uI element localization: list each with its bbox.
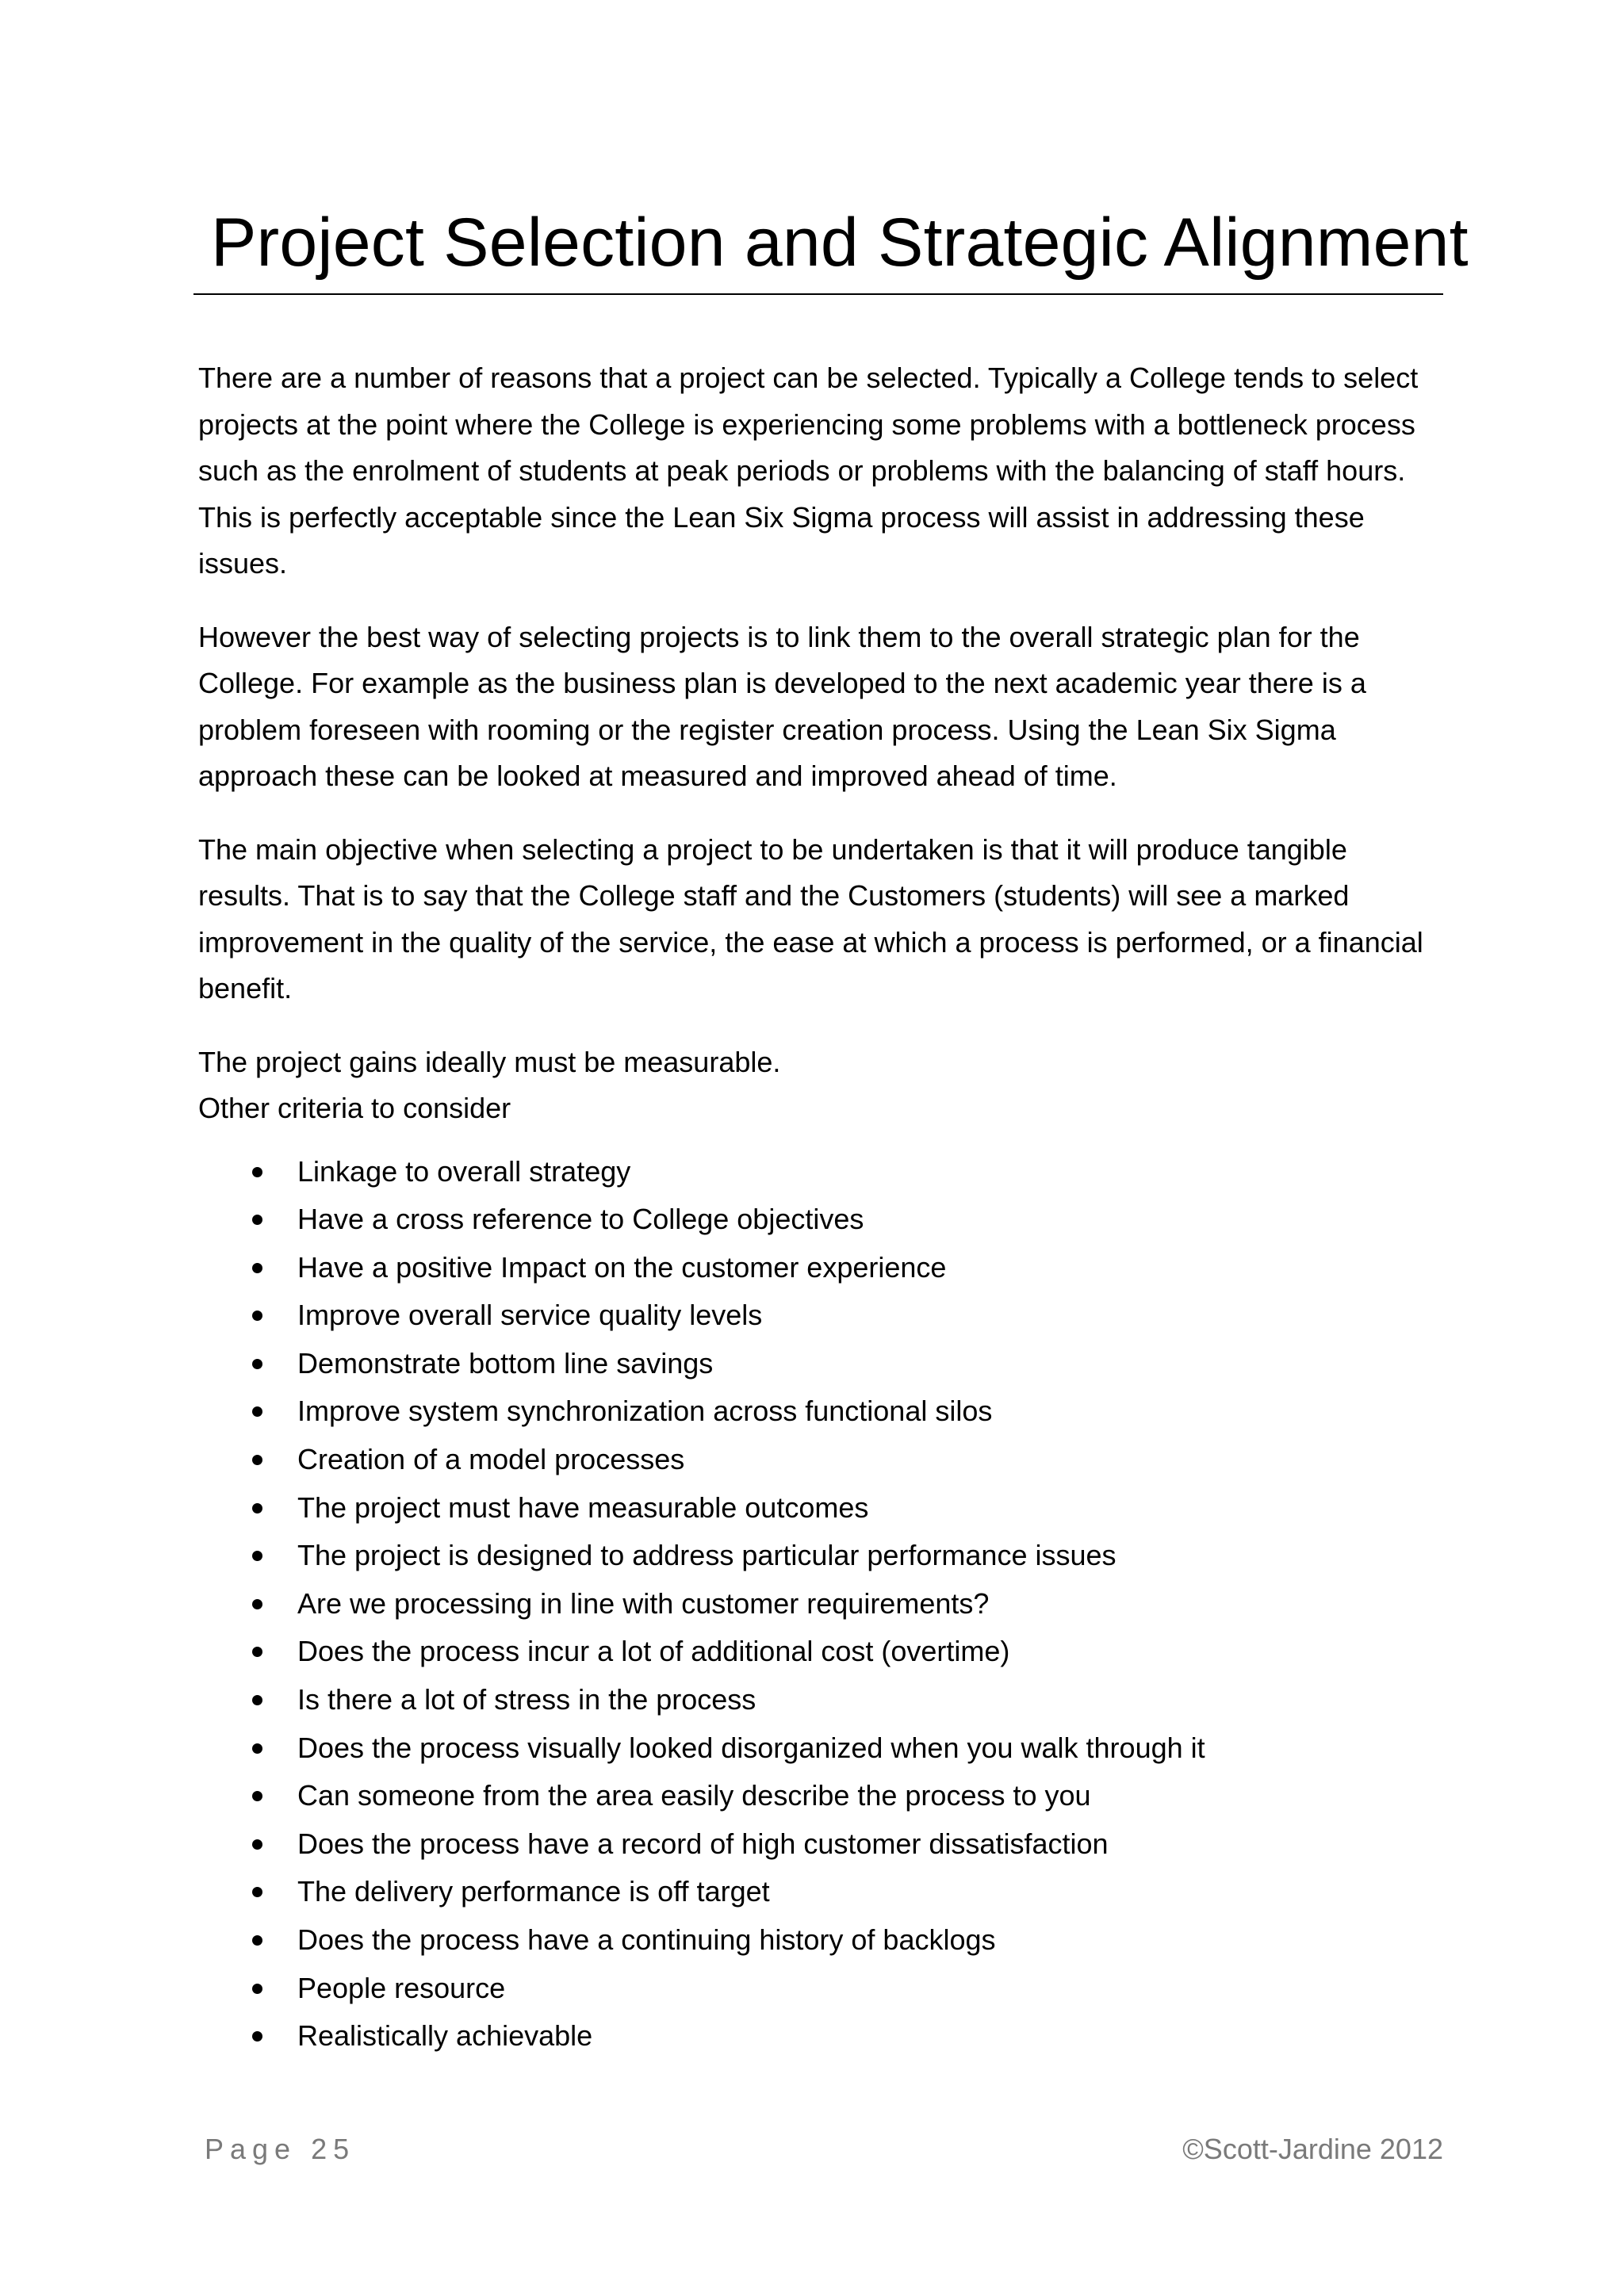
criteria-list	[198, 1148, 1443, 2061]
list-item-text: Improve overall service quality levels	[297, 1299, 763, 1332]
bullet-icon	[252, 1263, 262, 1273]
list-item	[198, 1580, 1443, 1628]
bullet-icon	[252, 1215, 262, 1225]
bullet-icon	[252, 1551, 262, 1561]
bullet-icon	[252, 1359, 262, 1369]
list-item-text: Are we processing in line with customer requirements?	[297, 1586, 990, 1620]
list-item	[198, 1148, 1443, 1196]
list-item-text: Can someone from the area easily describe the process to you	[297, 1779, 1091, 1812]
paragraph-main-objective: The main objective when selecting a project to be undertaken is that it will produce tangible results. That is to say that the College staff and the Customers (students) will see a marked improvement in the quality of the service, the ease at which a process is performed, or a financial benefit.	[198, 832, 1423, 1004]
bullet-icon	[252, 1599, 262, 1609]
list-item	[198, 1244, 1443, 1292]
copyright-notice: ©Scott-Jardine 2012	[1182, 2133, 1443, 2165]
criteria-intro: Other criteria to consider	[198, 1092, 511, 1124]
bullet-icon	[252, 1695, 262, 1705]
list-item-text: Realistically achievable	[297, 2019, 593, 2053]
list-item	[198, 1628, 1443, 1676]
page-title: Project Selection and Strategic Alignment	[211, 205, 1469, 281]
list-item	[198, 1387, 1443, 1436]
list-item-text: Does the process have a continuing history of backlogs	[297, 1923, 996, 1956]
list-item	[198, 1965, 1443, 2013]
list-item	[198, 1292, 1443, 1340]
bullet-icon	[252, 1647, 262, 1657]
bullet-icon	[252, 1935, 262, 1946]
list-item	[198, 1868, 1443, 1916]
list-item-text: People resource	[297, 1971, 506, 2004]
bullet-icon	[252, 1311, 262, 1321]
bullet-icon	[252, 1743, 262, 1754]
bullet-icon	[252, 1839, 262, 1850]
body-content	[198, 355, 1443, 2061]
list-item	[198, 1724, 1443, 1773]
list-item-text: Linkage to overall strategy	[297, 1154, 631, 1188]
list-item	[198, 2012, 1443, 2061]
list-item	[198, 1484, 1443, 1533]
paragraph-strategic-plan: However the best way of selecting projects is to link them to the overall strategic plan for the College. For example as the business plan is developed to the next academic year there is a problem foreseen with rooming or the register creation process. Using the Lean Six Sigma approach these can be looked at measured and improved ahead of time.	[198, 620, 1366, 792]
list-item	[198, 1772, 1443, 1820]
list-item	[198, 1196, 1443, 1244]
title-block	[193, 197, 1469, 295]
bullet-icon	[252, 1791, 262, 1801]
bullet-icon	[252, 2031, 262, 2042]
list-item	[198, 1340, 1443, 1388]
list-item	[198, 1820, 1443, 1869]
list-item-text: Does the process visually looked disorganized when you walk through it	[297, 1731, 1205, 1764]
bullet-icon	[252, 1887, 262, 1897]
list-item-text: Does the process have a record of high customer dissatisfaction	[297, 1827, 1109, 1860]
paragraph-reasons: There are a number of reasons that a project can be selected. Typically a College tends to select projects at the point where the College is experiencing some problems with a bottleneck process such as the enrolment of students at peak periods or problems with the balancing of staff hours. This is perfectly acceptable since the Lean Six Sigma process will assist in addressing these issues.	[198, 362, 1419, 580]
page-footer	[205, 2133, 1443, 2172]
page-number: Page 25	[205, 2133, 356, 2165]
list-item	[198, 1436, 1443, 1484]
list-item	[198, 1532, 1443, 1580]
list-item-text: Have a cross reference to College objectives	[297, 1203, 864, 1236]
list-item-text: Creation of a model processes	[297, 1443, 685, 1476]
measurable-line: The project gains ideally must be measurable.	[198, 1045, 781, 1078]
bullet-icon	[252, 1503, 262, 1513]
list-item-text: Improve system synchronization across functional silos	[297, 1395, 993, 1428]
list-item-text: The project must have measurable outcomes	[297, 1490, 869, 1524]
bullet-icon	[252, 1167, 262, 1177]
bullet-icon	[252, 1984, 262, 1994]
title-underline	[193, 293, 1443, 295]
list-item-text: Does the process incur a lot of additional cost (overtime)	[297, 1635, 1010, 1668]
list-item-text: Is there a lot of stress in the process	[297, 1683, 756, 1716]
bullet-icon	[252, 1455, 262, 1465]
list-item-text: The delivery performance is off target	[297, 1875, 770, 1908]
list-item	[198, 1916, 1443, 1965]
list-item-text: Have a positive Impact on the customer experience	[297, 1250, 947, 1284]
bullet-icon	[252, 1406, 262, 1417]
list-item-text: Demonstrate bottom line savings	[297, 1346, 714, 1380]
list-item-text: The project is designed to address particular performance issues	[297, 1539, 1116, 1572]
list-item	[198, 1676, 1443, 1724]
